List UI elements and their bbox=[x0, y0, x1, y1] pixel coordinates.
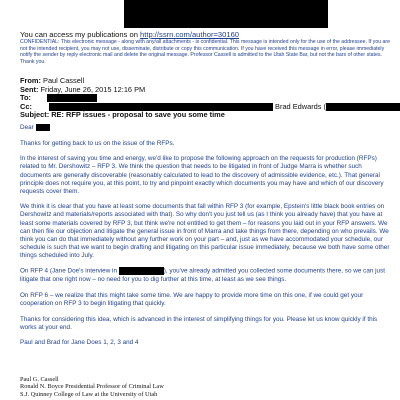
to-row bbox=[20, 94, 392, 103]
greeting bbox=[20, 124, 392, 132]
email-body bbox=[20, 124, 392, 355]
confidentiality-notice: CONFIDENTIAL: This electronic message - along with any/all attachments - is confidential. This message is intended only for the use of the addressee. If you are not the intended recipient, you may not use, disseminate, distribute or copy this communication. If you have received this message in error, please immediately notify the sender by reply electronic mail and delete the original message. Professor Cassell is admitted to the Utah State Bar, but not the bars of other states. Thank you. bbox=[20, 39, 391, 65]
publications-link[interactable]: http://ssrn.com/author=30160 bbox=[140, 30, 240, 39]
paragraph-4-redaction bbox=[119, 267, 164, 275]
greeting-redaction bbox=[36, 124, 50, 131]
signature-block bbox=[20, 376, 164, 398]
publications-prefix: You can access my publications on bbox=[20, 30, 141, 39]
signature-title: Ronald N. Boyce Presidential Professor of Criminal Law bbox=[20, 383, 164, 391]
to-label: To: bbox=[20, 93, 31, 103]
paragraph-4 bbox=[20, 267, 392, 284]
sent-label: Sent: bbox=[20, 84, 39, 94]
signature-name: Paul G. Cassell bbox=[20, 376, 59, 383]
signature-affiliation: S.J. Quinney College of Law at the University of Utah bbox=[20, 390, 158, 398]
sent-row bbox=[20, 86, 392, 95]
paragraph-5: On RFP 6 – we realize that this might take some time. We are happy to provide more time on this one, if we could get your cooperation on RFP 3 to begin litigating that quickly. bbox=[20, 291, 364, 307]
cc-name: Brad Edwards ( bbox=[275, 101, 326, 111]
top-redaction-block bbox=[124, 0, 328, 28]
to-redaction bbox=[47, 94, 97, 102]
paragraph-3: We think it is clear that you have at least some documents that fall within RFP 3 (for example, Epstein's little black book entries on Dershowitz and materials/reports associated with that). So why don't you just tell us (as I think you already have) that you have at least some materials covered by RFP 3, but think we're not entitled to get them – for reasons you laid out in your RFP answers. We can then file our objection and litigate the general issue in front of Marra and take things from there, depending on who prevails. We think you can do that immediately without any further work on your part – and, just as we have accommodated your schedule, our schedule is such that we want to begin drafting and litigating on this particular issue immediately, because we both have some other things scheduled into July. bbox=[20, 203, 390, 259]
cc-redaction-2 bbox=[326, 103, 400, 111]
paragraph-4-start: On RFP 4 (Jane Doe's interview in bbox=[20, 268, 117, 276]
sent-value: Friday, June 26, 2015 12:16 PM bbox=[40, 84, 146, 94]
greeting-text: Dear bbox=[20, 124, 34, 132]
subject-row bbox=[20, 111, 392, 120]
from-value: Paul Cassell bbox=[43, 76, 85, 85]
from-label: From: bbox=[20, 76, 41, 85]
paragraph-2: In the interest of saving you time and energy, we'd like to propose the following approach on the requests for production (RFPs) related to Mr. Dershowitz – RFP 3. We think the question that needs to be litigated in front of Judge Marra is whether such documents are generally discoverable (reasonably calculated to lead to the discovery of admissible evidence, etc.). That general principle does not require you, at this point, to try and pinpoint exactly which documents you may have and which of our discovery requests cover them. bbox=[20, 155, 384, 195]
paragraph-6: Thanks for considering this idea, which is advanced in the interest of simplifying things for you. Please let us know quickly if this works at your end. bbox=[20, 315, 378, 331]
cc-label: Cc: bbox=[20, 101, 32, 111]
subject-label: Subject: bbox=[20, 110, 50, 120]
paragraph-4-end: ), you've already admitted you collected some documents there, so we can just litigate that one right now – no need for you to dig further at this time, at least as we see things. bbox=[20, 268, 386, 284]
paragraph-7: Paul and Brad for Jane Does 1, 2, 3 and 4 bbox=[20, 339, 139, 347]
publications-line bbox=[20, 30, 239, 39]
subject-value: RE: RFP issues - proposal to save you some time bbox=[51, 110, 225, 120]
paragraph-1: Thanks for getting back to us on the issue of the RFPs. bbox=[20, 139, 175, 147]
email-headers bbox=[20, 77, 392, 120]
